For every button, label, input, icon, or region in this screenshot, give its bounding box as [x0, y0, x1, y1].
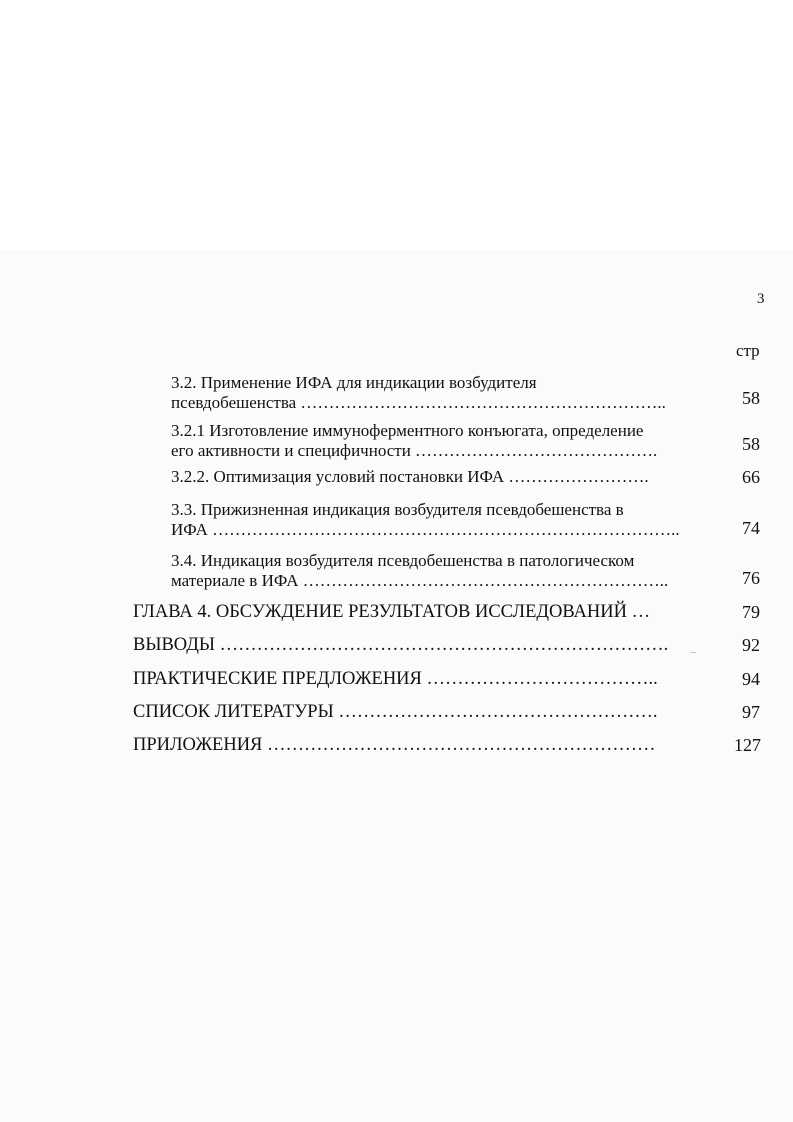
- toc-entry-page: 58: [742, 434, 760, 454]
- toc-entry-page: 58: [742, 388, 760, 408]
- toc-entry-line: псевдобешенства ………………………………………………………..: [171, 393, 666, 412]
- toc-entry-page: 66: [742, 467, 760, 487]
- toc-entry-line: 3.2.2. Оптимизация условий постановки ИФА …………………….: [171, 467, 649, 486]
- toc-entry-line: ИФА ………………………………………………………………………..: [171, 520, 680, 539]
- toc-entry-line: ПРИЛОЖЕНИЯ ………………………………………………………: [133, 735, 656, 755]
- toc-entry-title: [133, 634, 668, 656]
- toc-entry-title: [171, 467, 649, 487]
- toc-entry-page: 127: [734, 735, 761, 755]
- toc-entry-title: [133, 701, 657, 723]
- toc-entry-title: [171, 551, 668, 591]
- toc-entry-title: [171, 500, 680, 540]
- toc-entry-line: материале в ИФА ………………………………………………………..: [171, 571, 669, 590]
- toc-entry-line: ГЛАВА 4. ОБСУЖДЕНИЕ РЕЗУЛЬТАТОВ ИССЛЕДОВАНИЙ …: [133, 602, 651, 622]
- toc-entry-title: [171, 373, 666, 413]
- toc-entry-page: 79: [742, 602, 760, 622]
- page-column-header: стр: [736, 341, 760, 360]
- toc-entry-line: 3.4. Индикация возбудителя псевдобешенства в патологическом: [171, 551, 635, 570]
- toc-entry-line: ВЫВОДЫ ……………………………………………………………….: [133, 635, 669, 655]
- page-number: 3: [757, 291, 765, 307]
- toc-entry-page: 76: [742, 568, 760, 588]
- toc-entry-line: его активности и специфичности …………………………………….: [171, 441, 658, 460]
- toc-entry-page: 74: [742, 518, 760, 538]
- toc-entry-page: 97: [742, 702, 760, 722]
- toc-entry-page: 94: [742, 669, 760, 689]
- toc-entry-line: СПИСОК ЛИТЕРАТУРЫ …………………………………………….: [133, 702, 658, 722]
- toc-entry-line: 3.3. Прижизненная индикация возбудителя псевдобешенства в: [171, 500, 624, 519]
- toc-entry-title: [133, 734, 656, 756]
- toc-entry-page: 92: [742, 635, 760, 655]
- toc-entry-title: [133, 601, 650, 623]
- scan-speck: [690, 652, 696, 653]
- toc-entry-line: 3.2.1 Изготовление иммуноферментного конъюгата, определение: [171, 421, 644, 440]
- toc-entry-title: [133, 668, 658, 690]
- toc-entry-title: [171, 421, 657, 461]
- toc-entry-line: 3.2. Применение ИФА для индикации возбудителя: [171, 373, 537, 392]
- toc-entry-line: ПРАКТИЧЕСКИЕ ПРЕДЛОЖЕНИЯ ………………………………..: [133, 669, 658, 689]
